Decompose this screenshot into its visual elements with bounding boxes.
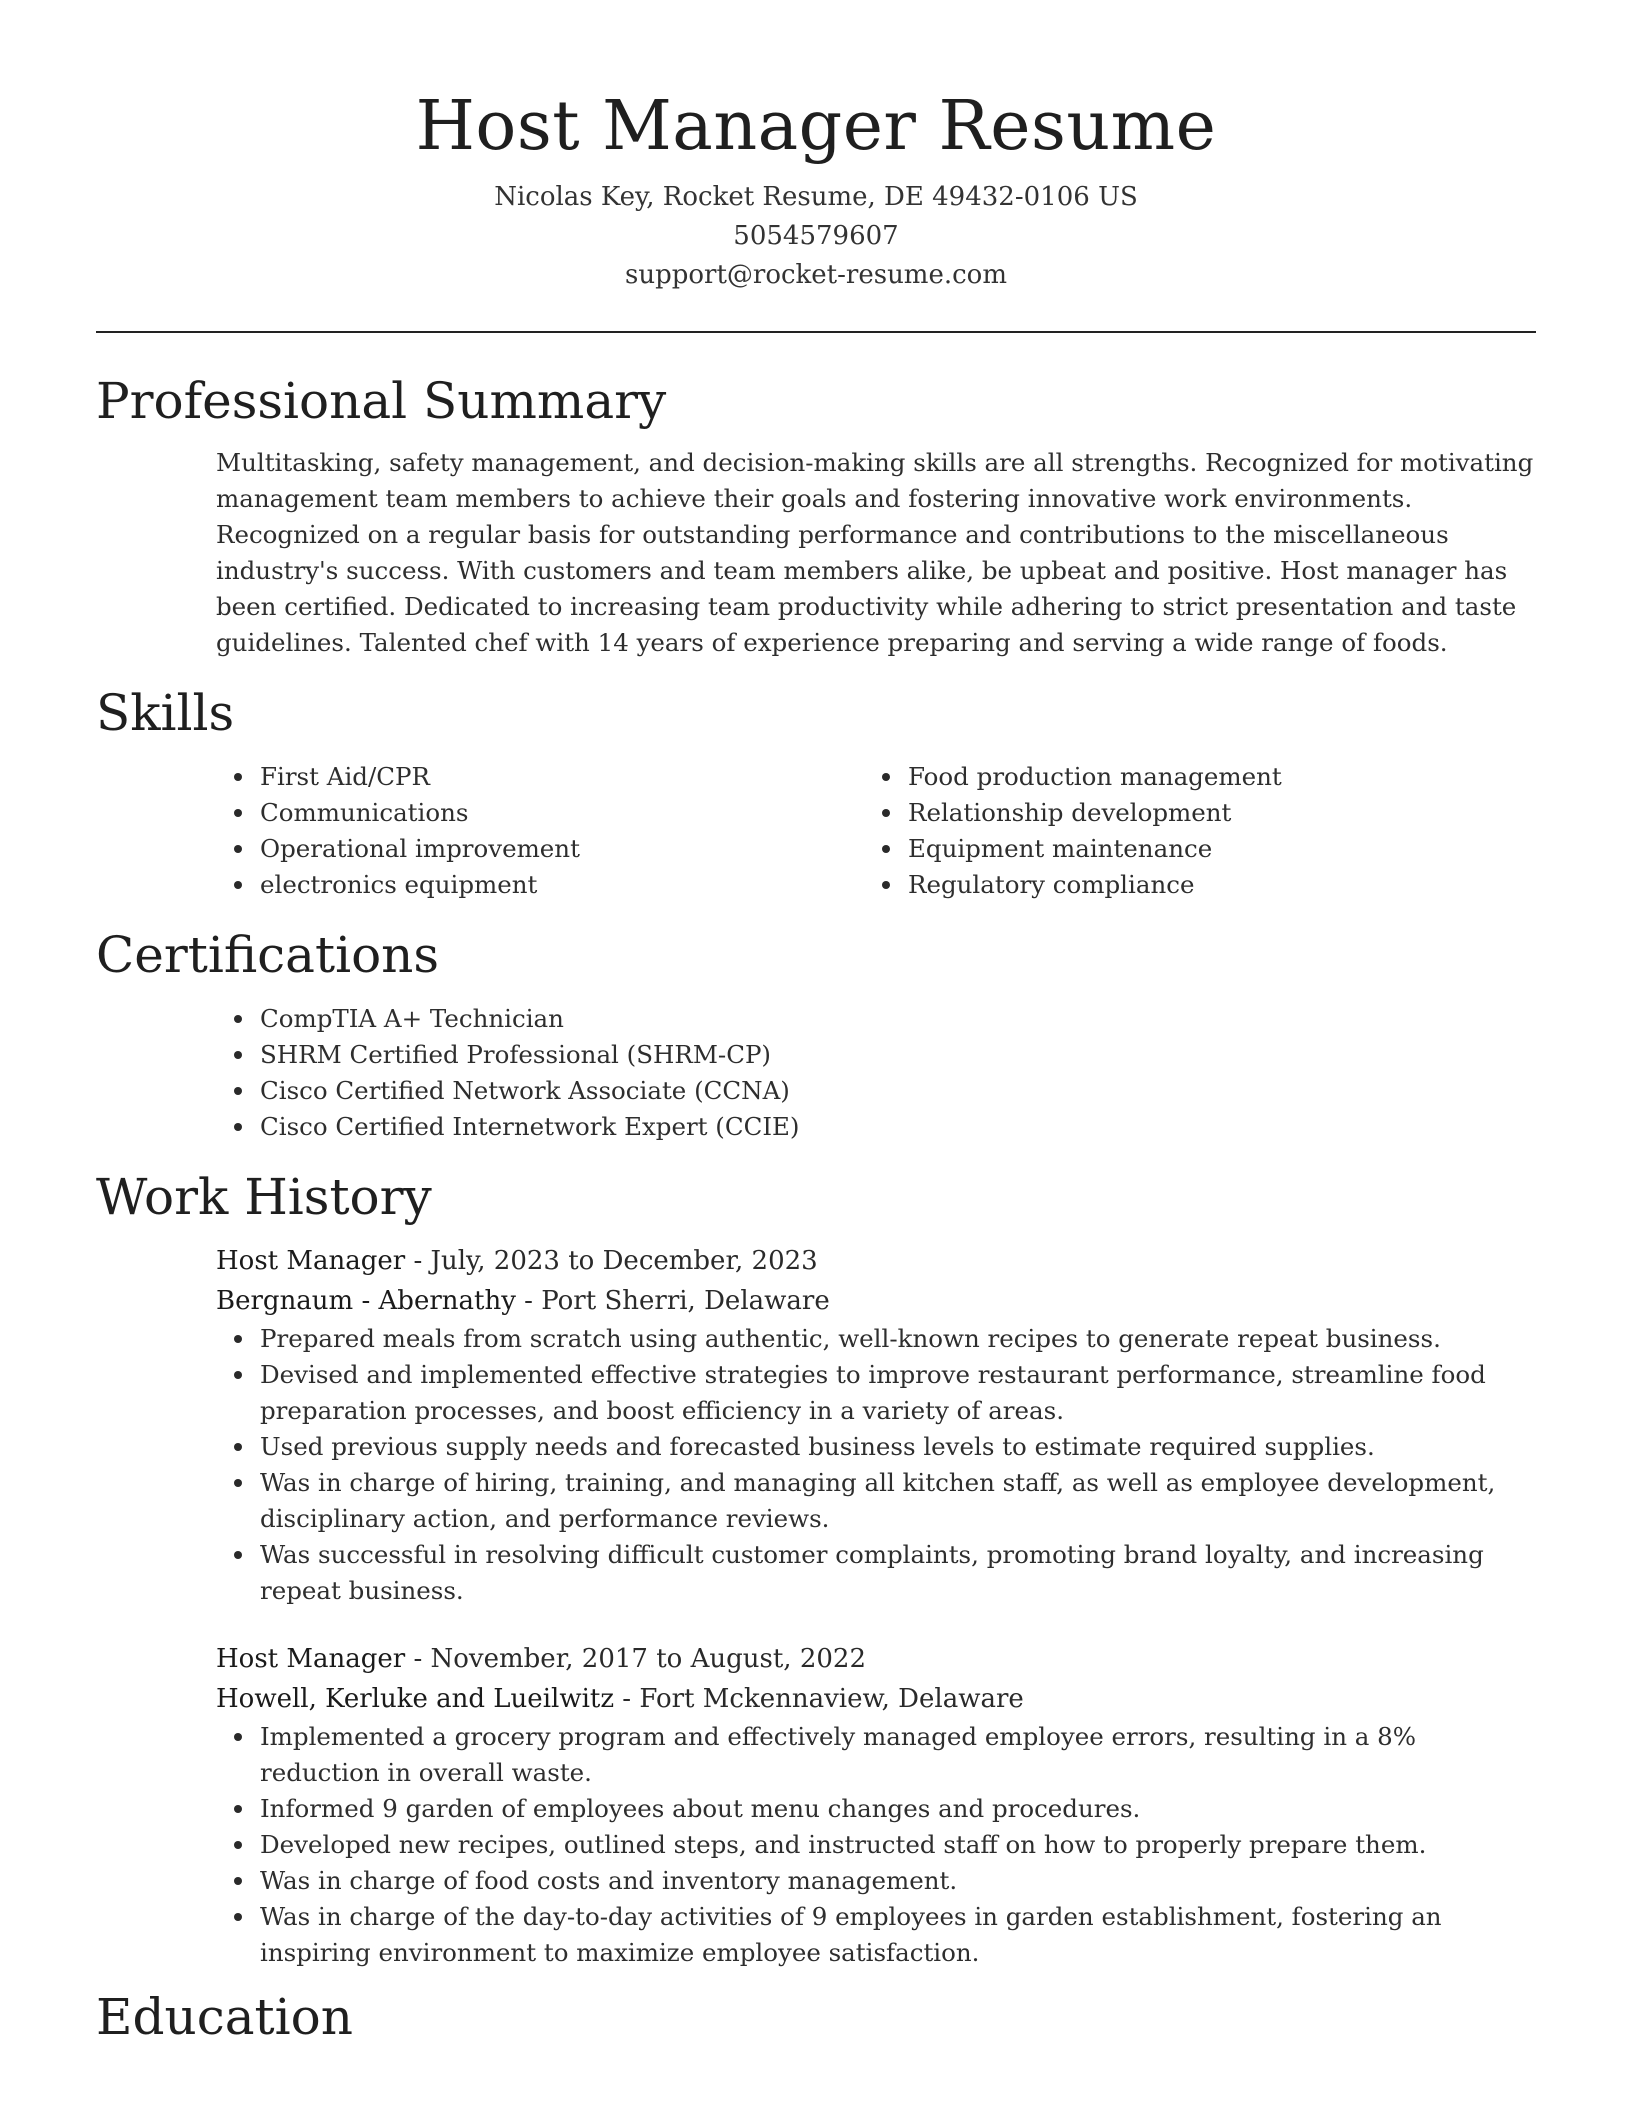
job-duty: Informed 9 garden of employees about menu changes and procedures.: [260, 1791, 1540, 1827]
contact-email: support@rocket-resume.com: [624, 260, 1007, 290]
job-duties-list: [96, 1321, 1540, 1609]
contact-address: Nicolas Key, Rocket Resume, DE 49432-0106 US: [494, 182, 1138, 212]
skills-heading: Skills: [96, 684, 235, 742]
job-company: Howell, Kerluke and Lueilwitz: [216, 1684, 615, 1714]
job-duty: Implemented a grocery program and effectively managed employee errors, resulting in a 8% reduction in overall waste.: [260, 1719, 1540, 1791]
certification-item: SHRM Certified Professional (SHRM-CP): [260, 1037, 1536, 1073]
header-divider: [96, 331, 1536, 333]
job-title-line: [216, 1241, 1536, 1281]
summary-heading: Professional Summary: [96, 372, 667, 430]
job-duty: Was successful in resolving difficult customer complaints, promoting brand loyalty, and increasing repeat business.: [260, 1537, 1540, 1609]
job-company-line: [216, 1281, 1536, 1321]
skill-item: First Aid/CPR: [260, 759, 746, 795]
certifications-heading: Certifications: [96, 926, 440, 984]
contact-block: [96, 178, 1536, 295]
certification-item: Cisco Certified Internetwork Expert (CCIE): [260, 1109, 1536, 1145]
job-location: - Port Sherri, Delaware: [515, 1286, 830, 1316]
skill-item: electronics equipment: [260, 867, 746, 903]
job-dates: - November, 2017 to August, 2022: [405, 1644, 866, 1674]
job-entry: [96, 1241, 1536, 1609]
skill-item: Regulatory compliance: [908, 867, 1394, 903]
resume-page: [96, 0, 1536, 2047]
certification-item: Cisco Certified Network Associate (CCNA): [260, 1073, 1536, 1109]
skills-grid: [96, 759, 1536, 903]
contact-phone: 5054579607: [733, 221, 899, 251]
job-duty: Devised and implemented effective strategies to improve restaurant performance, streamline food preparation processes, and boost efficiency in a variety of areas.: [260, 1357, 1540, 1429]
job-dates: - July, 2023 to December, 2023: [405, 1246, 818, 1276]
skill-item: Equipment maintenance: [908, 831, 1394, 867]
job-company: Bergnaum - Abernathy: [216, 1286, 516, 1316]
job-company-line: [216, 1679, 1536, 1719]
skill-item: Relationship development: [908, 795, 1394, 831]
job-duty: Prepared meals from scratch using authentic, well-known recipes to generate repeat business.: [260, 1321, 1540, 1357]
job-duty: Was in charge of food costs and inventory management.: [260, 1863, 1540, 1899]
job-duty: Developed new recipes, outlined steps, and instructed staff on how to properly prepare them.: [260, 1827, 1540, 1863]
job-duty: Used previous supply needs and forecasted business levels to estimate required supplies.: [260, 1429, 1540, 1465]
certifications-list: [96, 1001, 1536, 1145]
skills-column-right: [744, 759, 1394, 903]
education-heading: Education: [96, 1988, 353, 2046]
certification-item: CompTIA A+ Technician: [260, 1001, 1536, 1037]
work-history-heading: Work History: [96, 1168, 432, 1226]
job-duty: Was in charge of hiring, training, and managing all kitchen staff, as well as employee development, disciplinary action, and performance reviews.: [260, 1465, 1540, 1537]
job-duty: Was in charge of the day-to-day activities of 9 employees in garden establishment, fostering an inspiring environment to maximize employee satisfaction.: [260, 1899, 1540, 1971]
skills-column-left: [96, 759, 746, 903]
skill-item: Food production management: [908, 759, 1394, 795]
job-title: Host Manager: [216, 1644, 406, 1674]
job-entry: [96, 1639, 1536, 1971]
job-title-line: [216, 1639, 1536, 1679]
summary-text: Multitasking, safety management, and decision-making skills are all strengths. Recognized for motivating management team members to achieve their goals and fostering innovative work environments. Recognized on a regular basis for outstanding performance and contributions to the miscellaneous industry's success. With customers and team members alike, be upbeat and positive. Host manager has been certified. Dedicated to increasing team productivity while adhering to strict presentation and taste guidelines. Talented chef with 14 years of experience preparing and serving a wide range of foods.: [216, 448, 1534, 657]
job-duties-list: [96, 1719, 1540, 1971]
job-location: - Fort Mckennaview, Delaware: [614, 1684, 1024, 1714]
resume-title: Host Manager Resume: [415, 87, 1217, 166]
skill-item: Communications: [260, 795, 746, 831]
job-title: Host Manager: [216, 1246, 406, 1276]
skill-item: Operational improvement: [260, 831, 746, 867]
